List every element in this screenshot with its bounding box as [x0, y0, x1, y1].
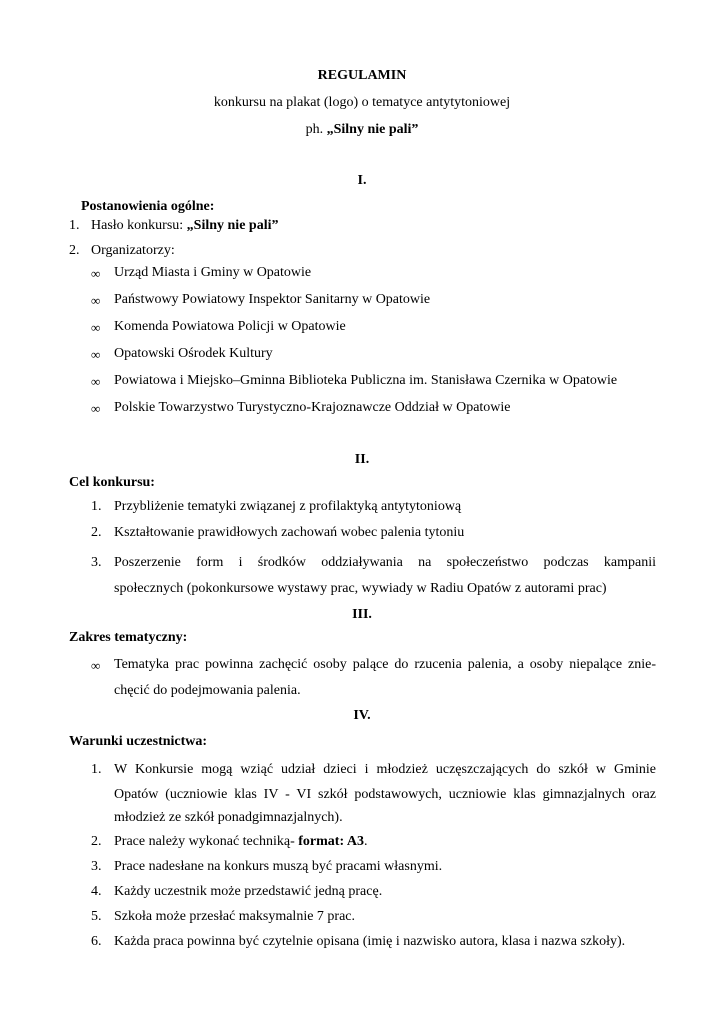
goal-item: Przybliżenie tematyki związanej z profilaktyką antytytoniową	[114, 499, 462, 514]
condition-item: W Konkursie mogą wziąć udział dzieci i młodzież uczęszczających do szkół w Gminie	[114, 762, 656, 777]
list-number: 2.	[69, 243, 80, 258]
infinity-bullet-icon: ∞	[91, 374, 101, 389]
slogan-value: „Silny nie pali”	[186, 218, 279, 233]
list-number: 3.	[91, 555, 102, 570]
section-4-numeral: IV.	[353, 708, 371, 723]
organizer-item: Komenda Powiatowa Policji w Opatowie	[114, 319, 346, 334]
infinity-bullet-icon: ∞	[91, 320, 101, 335]
section-3-numeral: III.	[352, 607, 372, 622]
document-title: REGULAMIN	[317, 68, 407, 83]
section-2-numeral: II.	[354, 452, 370, 467]
goal-item-continuation: społecznych (pokonkursowe wystawy prac, wywiady w Radiu Opatów z autorami prac)	[114, 581, 607, 596]
condition-item: Prace nadesłane na konkurs muszą być pracami własnymi.	[114, 859, 443, 874]
list-number: 3.	[91, 859, 102, 874]
infinity-bullet-icon: ∞	[91, 658, 101, 673]
slogan-item	[91, 217, 278, 235]
condition-item	[114, 833, 367, 851]
infinity-bullet-icon: ∞	[91, 401, 101, 416]
list-number: 2.	[91, 834, 102, 849]
section-3-heading: Zakres tematyczny:	[69, 630, 188, 645]
list-number: 1.	[69, 218, 80, 233]
organizers-label: Organizatorzy:	[91, 243, 175, 258]
condition-item: Szkoła może przesłać maksymalnie 7 prac.	[114, 909, 356, 924]
format-value: format: A3	[298, 834, 364, 849]
condition-item-continuation: młodzież ze szkół ponadgimnazjalnych).	[114, 810, 343, 825]
organizer-item: Państwowy Powiatowy Inspektor Sanitarny w Opatowie	[114, 292, 431, 307]
document-motto	[0, 121, 724, 139]
list-number: 2.	[91, 525, 102, 540]
list-number: 4.	[91, 884, 102, 899]
slogan-label: Hasło konkursu:	[91, 218, 187, 233]
infinity-bullet-icon: ∞	[91, 266, 101, 281]
list-number: 1.	[91, 762, 102, 777]
goal-item: Poszerzenie form i środków oddziaływania na społeczeństwo podczas kampanii	[114, 555, 656, 570]
organizer-item: Powiatowa i Miejsko–Gminna Biblioteka Publiczna im. Stanisława Czernika w Opatowie	[114, 373, 618, 388]
organizer-item: Opatowski Ośrodek Kultury	[114, 346, 273, 361]
infinity-bullet-icon: ∞	[91, 293, 101, 308]
list-number: 6.	[91, 934, 102, 949]
condition-item: Każdy uczestnik może przedstawić jedną pracę.	[114, 884, 383, 899]
section-1-numeral: I.	[357, 173, 367, 188]
technique-text: Prace należy wykonać techniką-	[114, 834, 299, 849]
infinity-bullet-icon: ∞	[91, 347, 101, 362]
topic-item-continuation: chęcić do podejmowania palenia.	[114, 683, 301, 698]
motto-prefix: ph.	[305, 122, 327, 137]
section-2-heading: Cel konkursu:	[69, 475, 155, 490]
document-subtitle: konkursu na plakat (logo) o tematyce antytytoniowej	[213, 95, 511, 110]
organizer-item: Polskie Towarzystwo Turystyczno-Krajoznawcze Oddział w Opatowie	[114, 400, 511, 415]
section-4-heading: Warunki uczestnictwa:	[69, 734, 208, 749]
period: .	[363, 834, 368, 849]
condition-item: Każda praca powinna być czytelnie opisana (imię i nazwisko autora, klasa i nazwa szkoły).	[114, 934, 626, 949]
list-number: 5.	[91, 909, 102, 924]
section-1-heading: Postanowienia ogólne:	[81, 199, 215, 214]
condition-item-continuation: Opatów (uczniowie klas IV - VI szkół podstawowych, uczniowie klas gimnazjalnych oraz	[114, 787, 656, 802]
motto-slogan: „Silny nie pali”	[326, 122, 419, 137]
list-number: 1.	[91, 499, 102, 514]
organizer-item: Urząd Miasta i Gminy w Opatowie	[114, 265, 312, 280]
goal-item: Kształtowanie prawidłowych zachowań wobec palenia tytoniu	[114, 525, 465, 540]
topic-item: Tematyka prac powinna zachęcić osoby palące do rzucenia palenia, a osoby niepalące znie-	[114, 657, 656, 672]
